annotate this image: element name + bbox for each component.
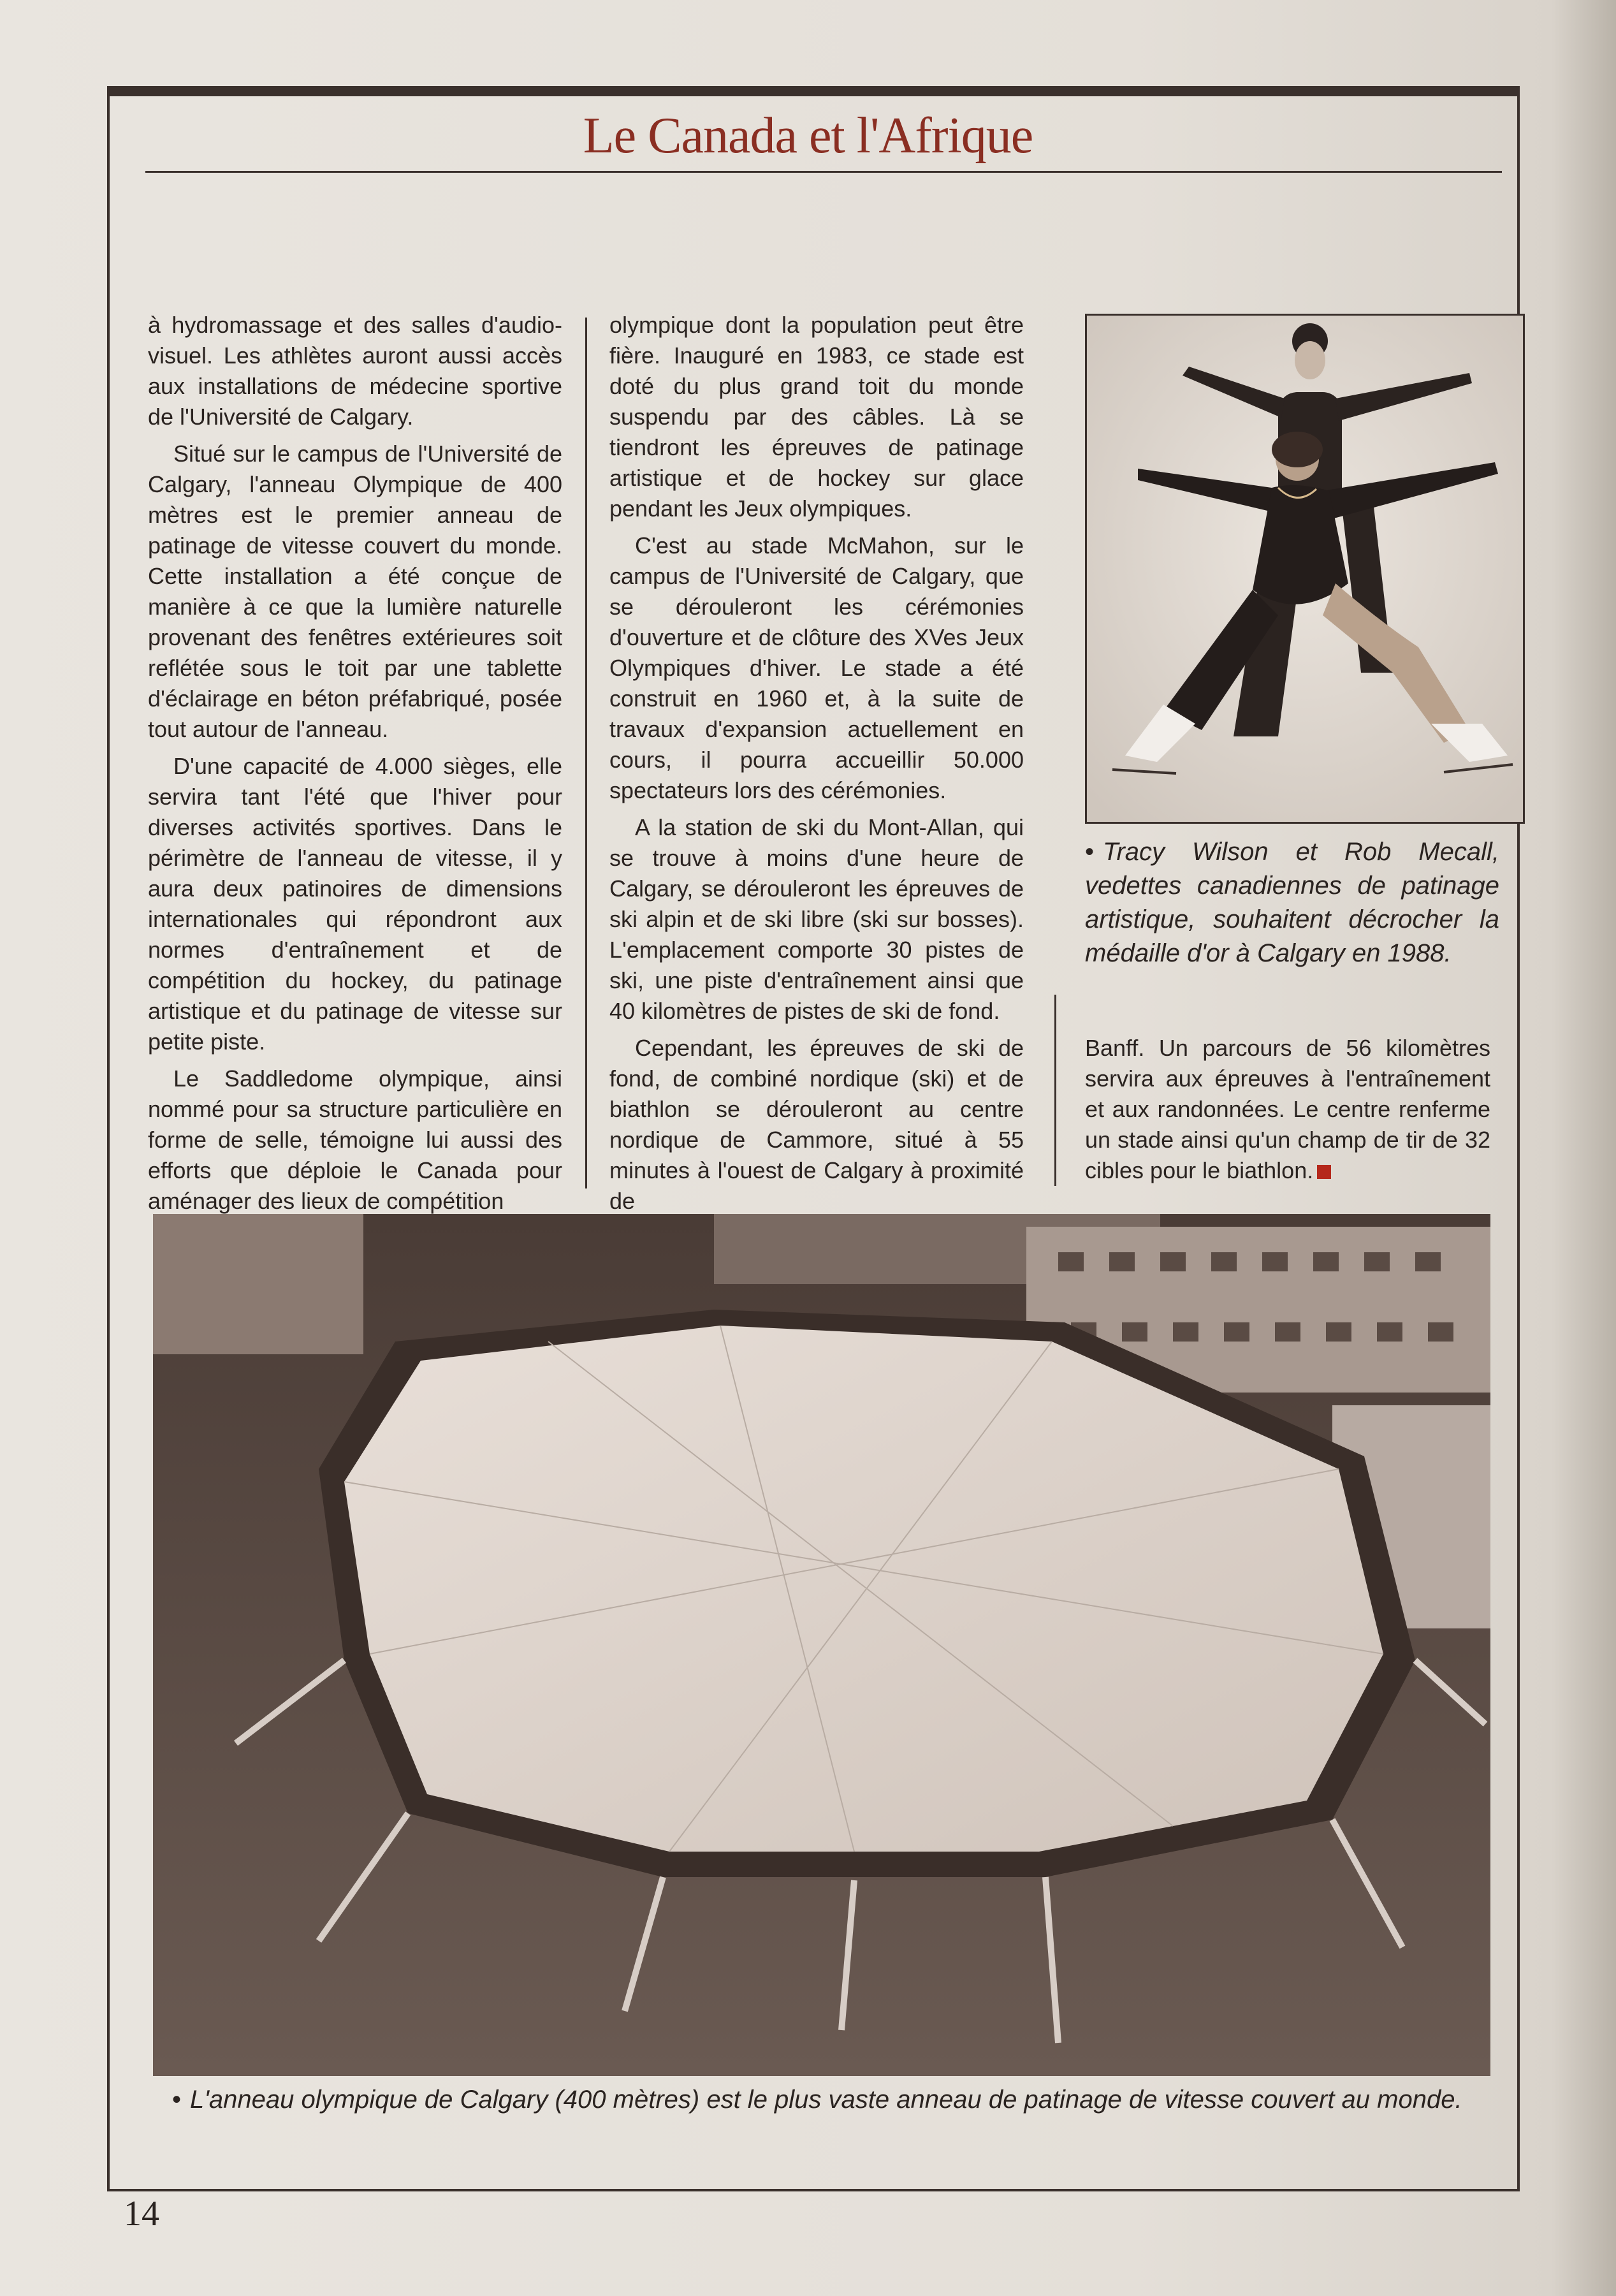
paragraph: à hydromassage et des salles d'audio-visuel. Les athlètes auront aussi accès aux installations de médecine sportive de l'Université de Calgary.: [148, 312, 562, 430]
skaters-caption: [1085, 835, 1499, 970]
end-of-article-mark: [1317, 1165, 1331, 1179]
caption-text: L'anneau olympique de Calgary (400 mètres) est le plus vaste anneau de patinage de vitesse couvert au monde.: [190, 2086, 1462, 2114]
paragraph: Cependant, les épreuves de ski de fond, de combiné nordique (ski) et de biathlon se dérouleront au centre nordique de Cammore, situé à 55 minutes à l'ouest de Calgary à proximité de: [609, 1035, 1024, 1214]
olympic-oval-illustration: [153, 1214, 1490, 2076]
paragraph: olympique dont la population peut être fière. Inauguré en 1983, ce stade est doté du plus grand toit du monde suspendu par des câbles. Là se tiendront les épreuves de patinage artistique et de hockey sur glace pendant les Jeux olympiques.: [609, 312, 1024, 522]
paragraph: A la station de ski du Mont-Allan, qui se trouve à moins d'une heure de Calgary, se dérouleront les épreuves de ski alpin et de ski libre (ski sur bosses). L'emplacement comporte 30 pistes de ski, une piste d'entraînement ainsi que 40 kilomètres de pistes de ski de fond.: [609, 814, 1024, 1024]
column-divider: [585, 318, 587, 1188]
section-title: Le Canada et l'Afrique: [583, 108, 1033, 164]
skaters-photo: [1085, 314, 1525, 824]
paragraph: Banff. Un parcours de 56 kilomètres servira aux épreuves à l'entraînement et aux randonnées. Le centre renferme un stade ainsi qu'un champ de tir de 32 cibles pour le biathlon.: [1085, 1035, 1490, 1183]
header-rule: [145, 171, 1502, 173]
olympic-oval-photo: [153, 1214, 1490, 2076]
caption-text: Tracy Wilson et Rob Mecall, vedettes canadiennes de patinage artistique, souhaitent décrocher la médaille d'or à Calgary en 1988.: [1085, 838, 1499, 967]
oval-caption: [172, 2082, 1485, 2117]
paragraph: Le Saddledome olympique, ainsi nommé pour sa structure particulière en forme de selle, témoigne lui aussi des efforts que déploie le Canada pour aménager des lieux de compétition: [148, 1065, 562, 1214]
paragraph: C'est au stade McMahon, sur le campus de l'Université de Calgary, que se dérouleront les cérémonies d'ouverture et de clôture des XVes Jeux Olympiques d'hiver. Le stade a été construit en 1960 et, à la suite de travaux d'expansion actuellement en cours, il pourra accueillir 50.000 spectateurs lors des cérémonies.: [609, 532, 1024, 803]
text-column-1: [148, 310, 562, 1223]
text-column-3: [1085, 1033, 1490, 1186]
paragraph: D'une capacité de 4.000 sièges, elle servira tant l'été que l'hiver pour diverses activités sportives. Dans le périmètre de l'anneau de vitesse, il y aura deux patinoires de dimensions internationales qui répondront aux normes d'entraînement et de compétition du hockey, du patinage artistique et du patinage de vitesse sur petite piste.: [148, 753, 562, 1055]
bullet-icon: •: [1085, 838, 1095, 866]
column-divider: [1054, 995, 1056, 1186]
paragraph: Situé sur le campus de l'Université de Calgary, l'anneau Olympique de 400 mètres est le premier anneau de patinage de vitesse couvert du monde. Cette installation a été conçue de manière à ce que la lumière naturelle provenant des fenêtres extérieures soit reflétée sous le toit par une tablette d'éclairage en béton préfabriqué, posée tout autour de l'anneau.: [148, 441, 562, 742]
skaters-illustration: [1087, 316, 1523, 822]
top-rule: [107, 86, 1520, 94]
bullet-icon: •: [172, 2086, 182, 2114]
page-number: 14: [124, 2194, 159, 2234]
text-column-2: [609, 310, 1024, 1223]
